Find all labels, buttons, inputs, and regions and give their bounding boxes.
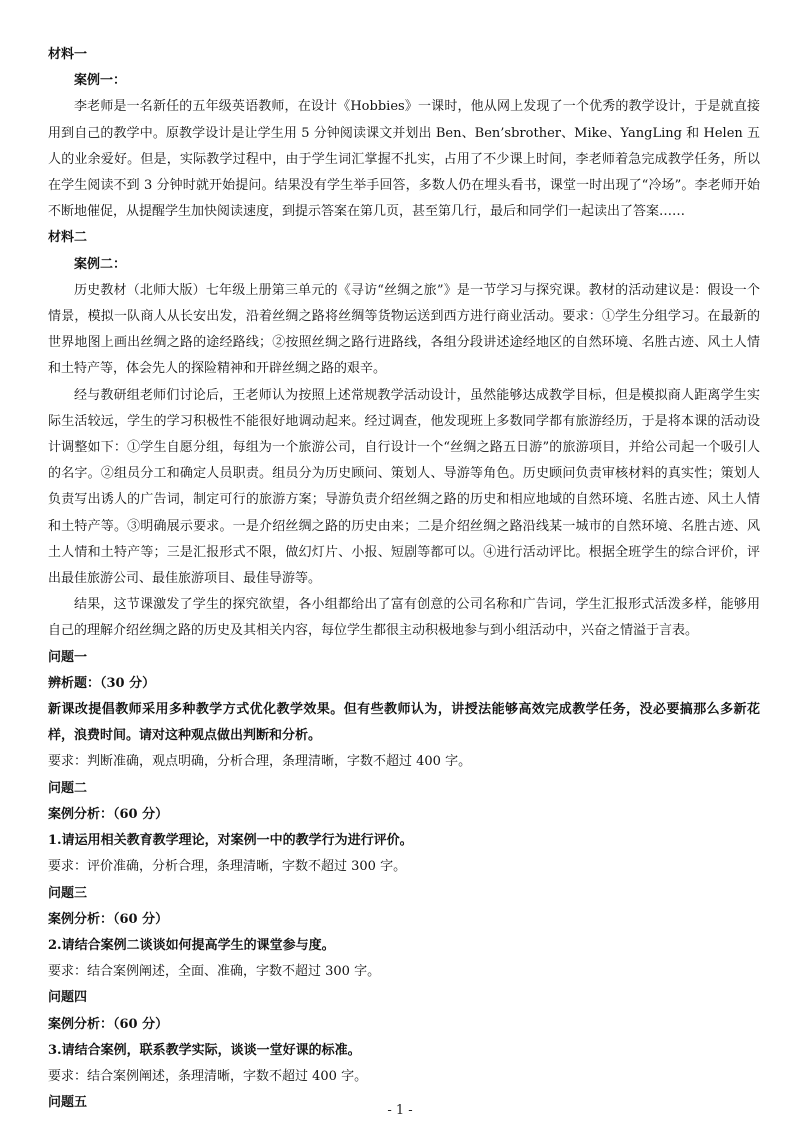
question-four-type: 案例分析：（60 分）	[48, 1016, 169, 1032]
case-two-paragraph-3: 结果，这节课激发了学生的探究欲望，各小组都给出了富有创意的公司名称和广告词，学生汇报形式活泼多样，能够用自己的理解介绍丝绸之路的历史及其相关内容，每位学生都很主动积极地参与到小组活动中，兴奋之情溢于言表。	[48, 597, 760, 639]
question-two-prompt: 1.请运用相关教育教学理论，对案例一中的教学行为进行评价。	[48, 833, 413, 849]
case-two-paragraph-2: 经与教研组老师们讨论后，王老师认为按照上述常规教学活动设计，虽然能够达成教学目标，但是模拟商人距离学生实际生活较远，学生的学习积极性不能很好地调动起来。经过调查，他发现班上多数同学都有旅游经历，于是将本课的活动设计调整如下：①学生自愿分组，每组为一个旅游公司，自行设计一个“丝绸之路五日游”的旅游项目，并给公司起一个吸引人的名字。②组员分工和确定人员职责。组员分为历史顾问、策划人、导游等角色。历史顾问负责审核材料的真实性；策划人负责写出诱人的广告词，制定可行的旅游方案；导游负责介绍丝绸之路的历史和相应地域的自然环境、名胜古迹、风土人情和土特产等。③明确展示要求。一是介绍丝绸之路的历史由来；二是介绍丝绸之路沿线某一城市的自然环境、名胜古迹、风土人情和土特产等；三是汇报形式不限，做幻灯片、小报、短剧等都可以。④进行活动评比。根据全班学生的综合评价，评出最佳旅游公司、最佳旅游项目、最佳导游等。	[48, 387, 760, 587]
page-number: - 1 -	[387, 1103, 413, 1118]
question-one-type: 辨析题：（30 分）	[48, 675, 156, 691]
question-four-prompt: 3.请结合案例，联系教学实际，谈谈一堂好课的标准。	[48, 1042, 361, 1058]
question-three-prompt: 2.请结合案例二谈谈如何提高学生的课堂参与度。	[48, 937, 335, 953]
case-one-text: 李老师是一名新任的五年级英语教师，在设计《Hobbies》一课时，他从网上发现了一个优秀的教学设计，于是就直接用到自己的教学中。原教学设计是让学生用 5 分钟阅读课文并划出 Ben、Ben’sbrother、Mike、YangLing 和 Helen 五人的业余爱好。但是，实际教学过程中，由于学生词汇掌握不扎实，占用了不少课上时间，李老师着急完成教学任务，所以在学生阅读不到 3 分钟时就开始提问。结果没有学生举手回答，多数人仍在埋头看书，课堂一时出现了“冷场”。李老师开始不断地催促，从提醒学生加快阅读速度，到提示答案在第几页，甚至第几行，最后和同学们一起读出了答案……	[48, 99, 760, 220]
question-two-requirement: 要求：评价准确，分析合理，条理清晰，字数不超过 300 字。	[48, 859, 407, 875]
case-one-title: 案例一：	[74, 73, 127, 89]
material-one-heading: 材料一	[48, 47, 88, 62]
question-four-requirement: 要求：结合案例阐述，条理清晰，字数不超过 400 字。	[48, 1068, 368, 1084]
question-one-requirement: 要求：判断准确，观点明确，分析合理，条理清晰，字数不超过 400 字。	[48, 754, 472, 770]
question-three-requirement: 要求：结合案例阐述，全面、准确，字数不超过 300 字。	[48, 964, 381, 980]
material-two-heading: 材料二	[48, 230, 88, 246]
question-one-prompt: 新课改提倡教师采用多种教学方式优化教学效果。但有些教师认为，讲授法能够高效完成教学任务，没必要搞那么多新花样，浪费时间。请对这种观点做出判断和分析。	[48, 702, 760, 744]
question-one-heading: 问题一	[48, 649, 88, 665]
case-two-title: 案例二：	[74, 256, 127, 272]
question-three-type: 案例分析：（60 分）	[48, 911, 169, 927]
document-page	[48, 42, 760, 1116]
question-two-heading: 问题二	[48, 780, 88, 796]
question-two-type: 案例分析：（60 分）	[48, 806, 169, 822]
question-five-heading: 问题五	[48, 1095, 88, 1111]
case-two-paragraph-1: 历史教材（北师大版）七年级上册第三单元的《寻访“丝绸之旅”》是一节学习与探究课。教材的活动建议是：假设一个情景，模拟一队商人从长安出发，沿着丝绸之路将丝绸等货物运送到西方进行商业活动。要求：①学生分组学习。在最新的世界地图上画出丝绸之路的途经路线；②按照丝绸之路行进路线，各组分段讲述途经地区的自然环境、名胜古迹、风土人情和土特产等，体会先人的探险精神和开辟丝绸之路的艰辛。	[48, 282, 760, 377]
question-four-heading: 问题四	[48, 990, 88, 1006]
question-three-heading: 问题三	[48, 885, 88, 901]
